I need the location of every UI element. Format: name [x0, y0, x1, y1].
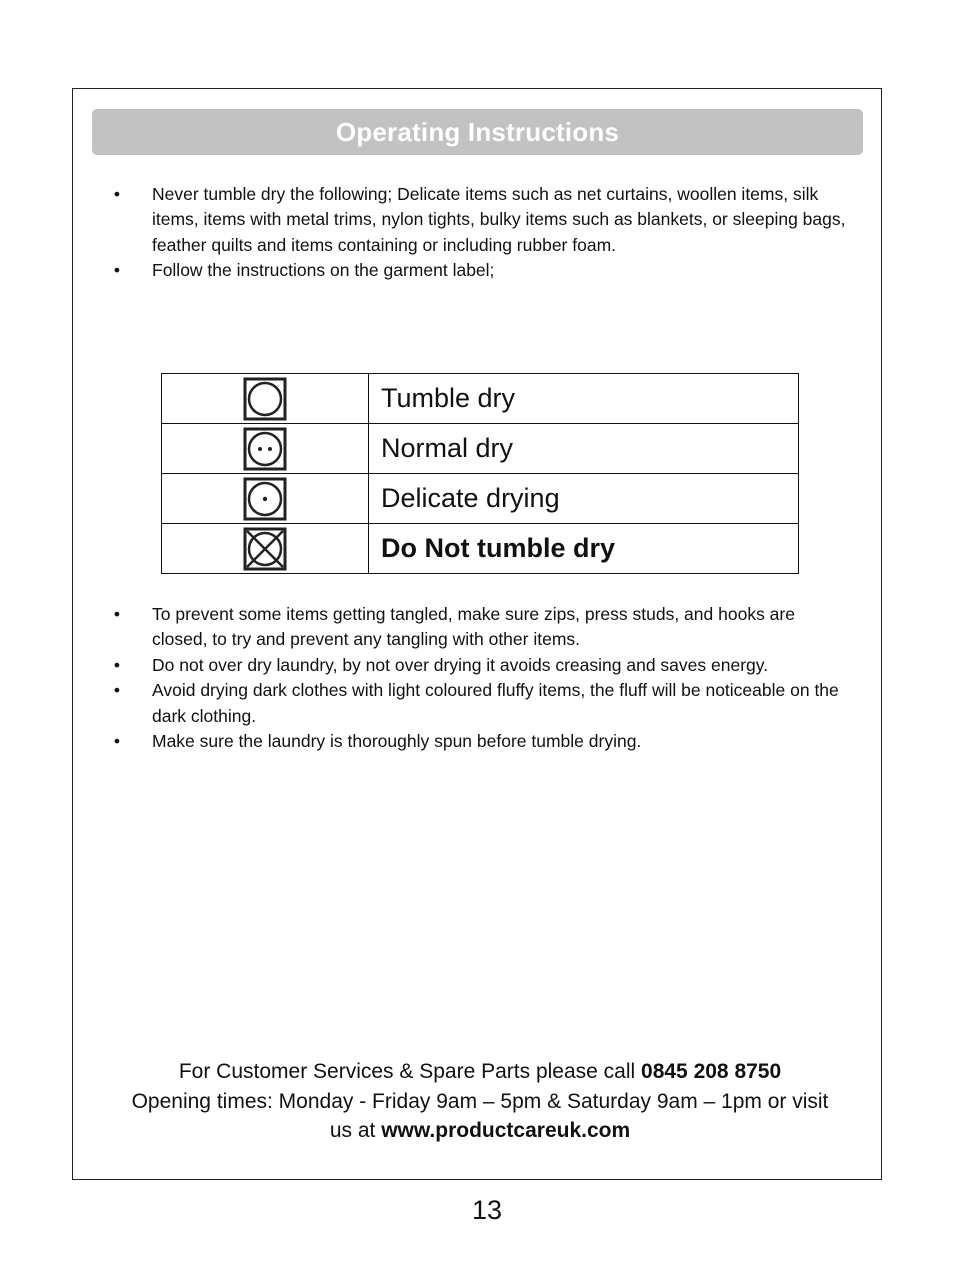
delicate-drying-icon — [243, 477, 287, 521]
symbol-label: Delicate drying — [369, 474, 799, 524]
footer-line-1 — [90, 1057, 870, 1087]
bullet-text: Never tumble dry the following; Delicate items such as net curtains, woollen items, silk items, items with metal trims, nylon tights, bulky items such as blankets, or sleeping bags, feather quilts and items containing or including rubber foam. — [152, 184, 846, 255]
tumble-dry-icon — [243, 377, 287, 421]
page-number: 13 — [471, 1195, 503, 1225]
bullet-glyph: • — [113, 260, 121, 281]
list-item — [110, 258, 850, 283]
table-row — [162, 474, 799, 524]
table-row — [162, 374, 799, 424]
bullet-text: Follow the instructions on the garment label; — [152, 260, 495, 281]
table-row — [162, 424, 799, 474]
list-item — [110, 678, 850, 729]
list-item — [110, 602, 850, 653]
footer-text: For Customer Services & Spare Parts please call — [178, 1060, 642, 1083]
bullet-text: To prevent some items getting tangled, make sure zips, press studs, and hooks are closed, to try and prevent any tangling with other items. — [152, 604, 795, 650]
phone-number: 0845 208 8750 — [641, 1060, 782, 1083]
footer-line-2: Opening times: Monday - Friday 9am – 5pm & Saturday 9am – 1pm or visit — [131, 1089, 829, 1113]
bullet-text: Do not over dry laundry, by not over drying it avoids creasing and saves energy. — [152, 654, 769, 675]
customer-service-footer — [90, 1057, 870, 1146]
tips-bullet-list — [110, 602, 850, 754]
care-symbol-table — [161, 373, 799, 574]
footer-text: us at — [329, 1119, 382, 1142]
symbol-label: Normal dry — [369, 424, 799, 474]
bullet-glyph: • — [113, 184, 121, 204]
do-not-tumble-dry-icon — [243, 527, 287, 571]
bullet-glyph: • — [113, 604, 121, 624]
footer-line-3 — [90, 1116, 870, 1146]
bullet-glyph: • — [113, 680, 121, 701]
list-item — [110, 653, 850, 678]
symbol-label: Do Not tumble dry — [369, 524, 799, 574]
bullet-text: Make sure the laundry is thoroughly spun before tumble drying. — [152, 731, 642, 752]
section-title-bar — [92, 109, 863, 155]
table-row — [162, 524, 799, 574]
list-item — [110, 729, 850, 754]
intro-bullet-list — [110, 182, 850, 284]
section-title: Operating Instructions — [335, 116, 620, 147]
normal-dry-icon — [243, 427, 287, 471]
website-link[interactable]: www.productcareuk.com — [381, 1119, 631, 1142]
list-item — [110, 182, 850, 258]
bullet-glyph: • — [113, 731, 121, 752]
bullet-glyph: • — [113, 654, 121, 675]
bullet-text: Avoid drying dark clothes with light coloured fluffy items, the fluff will be noticeable on the dark clothing. — [152, 680, 839, 726]
symbol-label: Tumble dry — [369, 374, 799, 424]
